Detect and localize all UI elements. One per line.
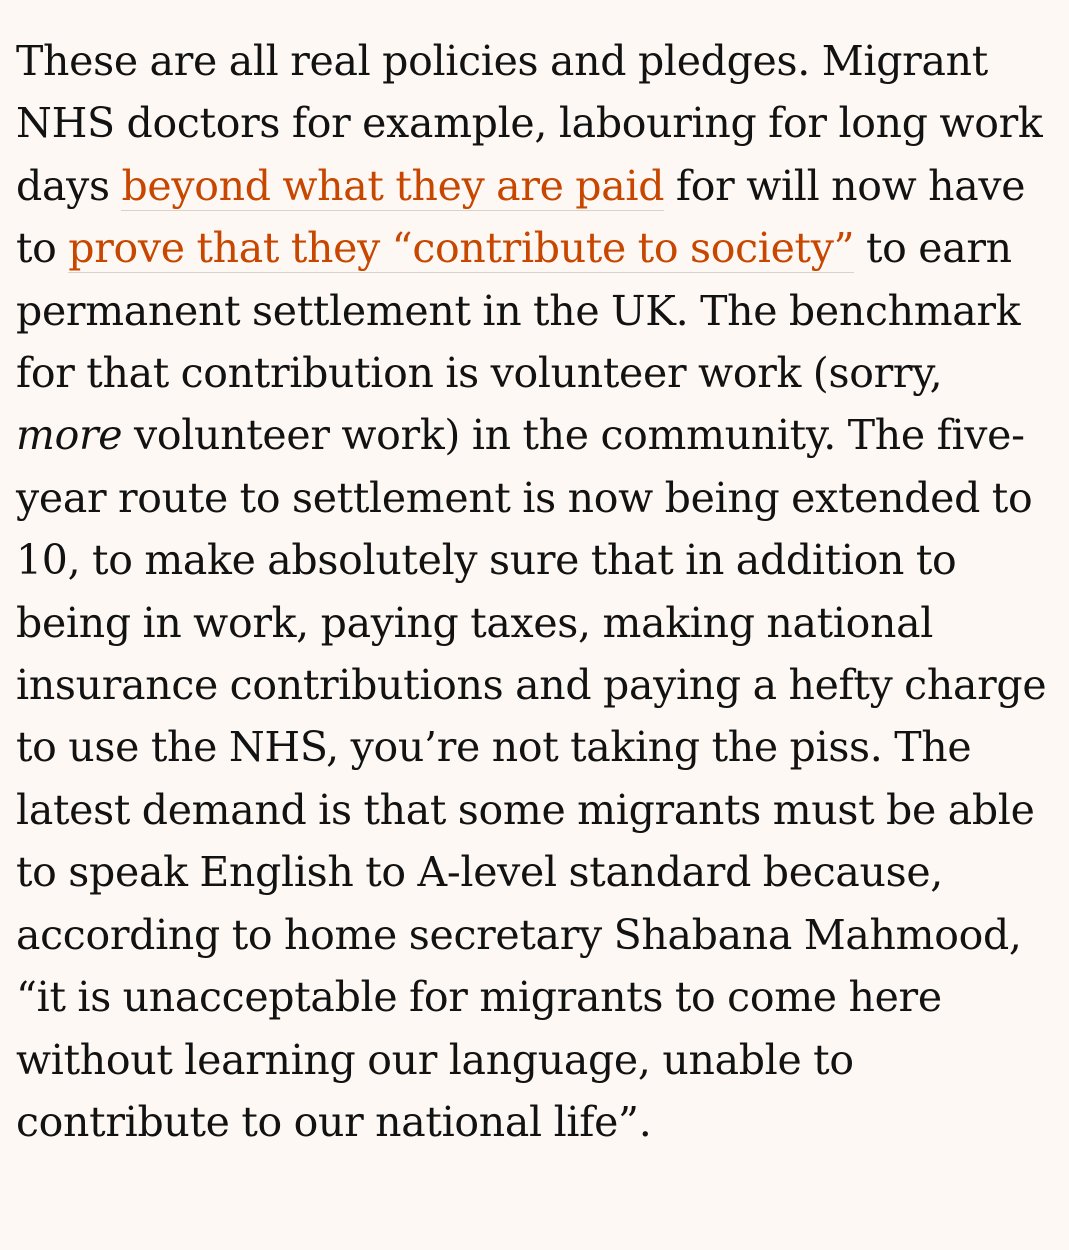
emphasis-more: more — [16, 411, 123, 460]
link-prove-contribute-to-society[interactable]: prove that they “contribute to society” — [68, 224, 855, 273]
paragraph-text-4: volunteer work) in the community. The five-year route to settlement is now being extended to 10, to make absolutely sure that in addition to being in work, paying taxes, making national insurance contributions and paying a hefty charge to use the NHS, you’re not taking the piss. The latest demand is that some migrants must be able to speak English to A-level standard because, according to home secretary Shabana Mahmood, “it is unacceptable for migrants to come here without learning our language, unable to contribute to our national life”. — [16, 411, 1047, 1146]
paragraph-text-2: for will now have to — [16, 161, 1026, 273]
article-paragraph — [16, 30, 1049, 1153]
paragraph-text-1: These are all real policies and pledges. Migrant NHS doctors for example, labouring for long work days — [16, 37, 1043, 210]
link-beyond-what-they-are-paid[interactable]: beyond what they are paid — [121, 161, 665, 210]
paragraph-text-3: to earn permanent settlement in the UK. The benchmark for that contribution is volunteer work (sorry, — [16, 224, 1021, 398]
